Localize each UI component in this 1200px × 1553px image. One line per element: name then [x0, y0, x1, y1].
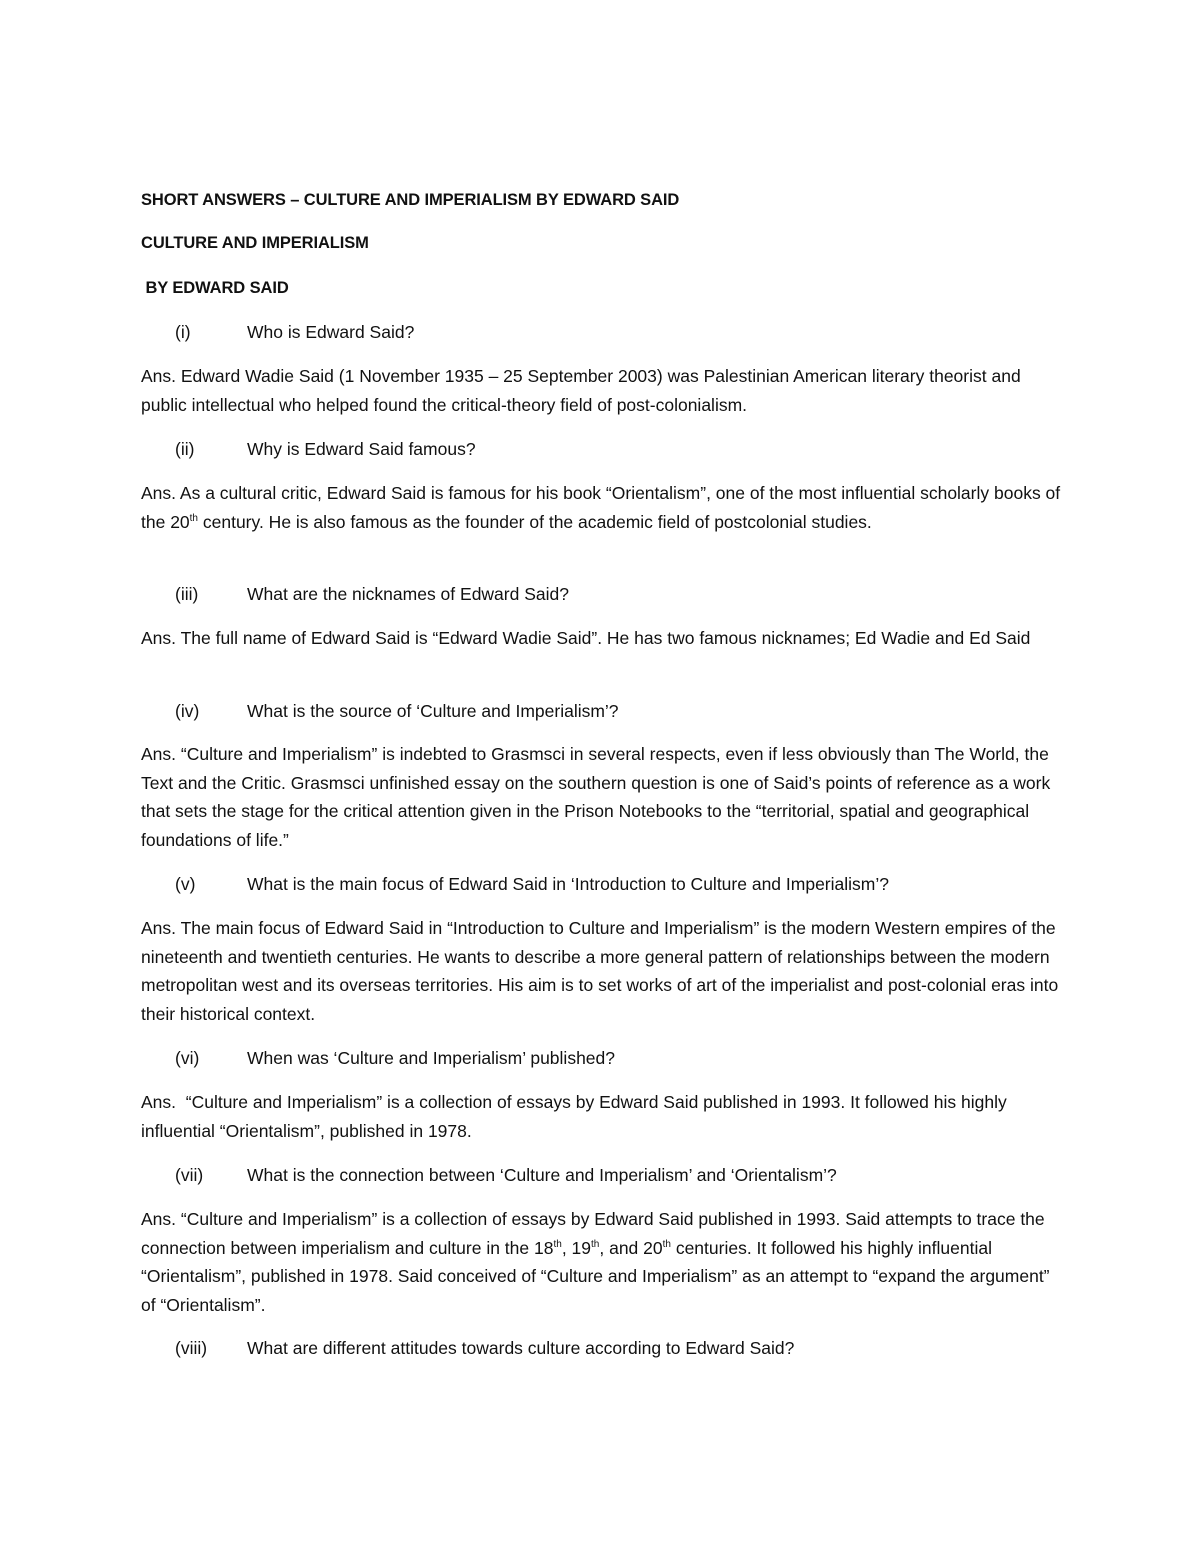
answer-5	[141, 914, 1066, 1028]
question-text: What are the nicknames of Edward Said?	[247, 584, 569, 604]
answer-text: Ans. Edward Wadie Said (1 November 1935 – 25 September 2003) was Palestinian American literary theorist and public intellectual who helped found the critical-theory field of post-colonialism.	[141, 366, 1021, 415]
answer-text: Ans. “Culture and Imperialism” is a collection of essays by Edward Said published in 1993. Said attempts to trace the connection between imperialism and culture in the 18th, 19th, and 20th centuries. It followed his highly influential “Orientalism”, published in 1978. Said conceived of “Culture and Imperialism” as an attempt to “expand the argument” of “Orientalism”.	[141, 1209, 1050, 1315]
question-text: What is the main focus of Edward Said in ‘Introduction to Culture and Imperialism’?	[247, 874, 889, 894]
answer-3	[141, 624, 1066, 653]
question-text: Why is Edward Said famous?	[247, 439, 476, 459]
question-text: When was ‘Culture and Imperialism’ published?	[247, 1048, 615, 1068]
answer-text: Ans. “Culture and Imperialism” is a collection of essays by Edward Said published in 1993. It followed his highly influential “Orientalism”, published in 1978.	[141, 1092, 1012, 1141]
answer-4	[141, 740, 1066, 854]
question-number: (vi)	[175, 1048, 200, 1068]
document-title: SHORT ANSWERS – CULTURE AND IMPERIALISM BY EDWARD SAID	[141, 191, 680, 209]
answer-text: Ans. As a cultural critic, Edward Said is famous for his book “Orientalism”, one of the most influential scholarly books of the 20th century. He is also famous as the founder of the academic field of postcolonial studies.	[141, 483, 1061, 532]
answer-1	[141, 362, 1066, 419]
answer-2	[141, 479, 1066, 536]
document-author: BY EDWARD SAID	[141, 279, 289, 297]
question-number: (iii)	[175, 584, 199, 604]
answer-text: Ans. “Culture and Imperialism” is indebted to Grasmsci in several respects, even if less obviously than The World, the Text and the Critic. Grasmsci unfinished essay on the southern question is one of Said’s points of reference as a work that sets the stage for the critical attention given in the Prison Notebooks to the “territorial, spatial and geographical foundations of life.”	[141, 744, 1051, 850]
question-text: What are different attitudes towards culture according to Edward Said?	[247, 1338, 795, 1358]
question-number: (v)	[175, 874, 196, 894]
answer-text: Ans. The full name of Edward Said is “Edward Wadie Said”. He has two famous nicknames; Ed Wadie and Ed Said	[141, 628, 1031, 648]
question-number: (iv)	[175, 701, 200, 721]
question-number: (vii)	[175, 1165, 204, 1185]
answer-text: Ans. The main focus of Edward Said in “Introduction to Culture and Imperialism” is the modern Western empires of the nineteenth and twentieth centuries. He wants to describe a more general pattern of relationships between the modern metropolitan west and its overseas territories. His aim is to set works of art of the imperialist and post-colonial eras into their historical context.	[141, 918, 1059, 1024]
answer-7	[141, 1205, 1066, 1319]
document-subtitle: CULTURE AND IMPERIALISM	[141, 234, 369, 252]
question-text: What is the source of ‘Culture and Imperialism’?	[247, 701, 619, 721]
question-text: Who is Edward Said?	[247, 322, 415, 342]
question-number: (ii)	[175, 439, 195, 459]
question-number: (viii)	[175, 1338, 208, 1358]
question-text: What is the connection between ‘Culture and Imperialism’ and ‘Orientalism’?	[247, 1165, 837, 1185]
answer-6	[141, 1088, 1066, 1145]
question-number: (i)	[175, 322, 191, 342]
